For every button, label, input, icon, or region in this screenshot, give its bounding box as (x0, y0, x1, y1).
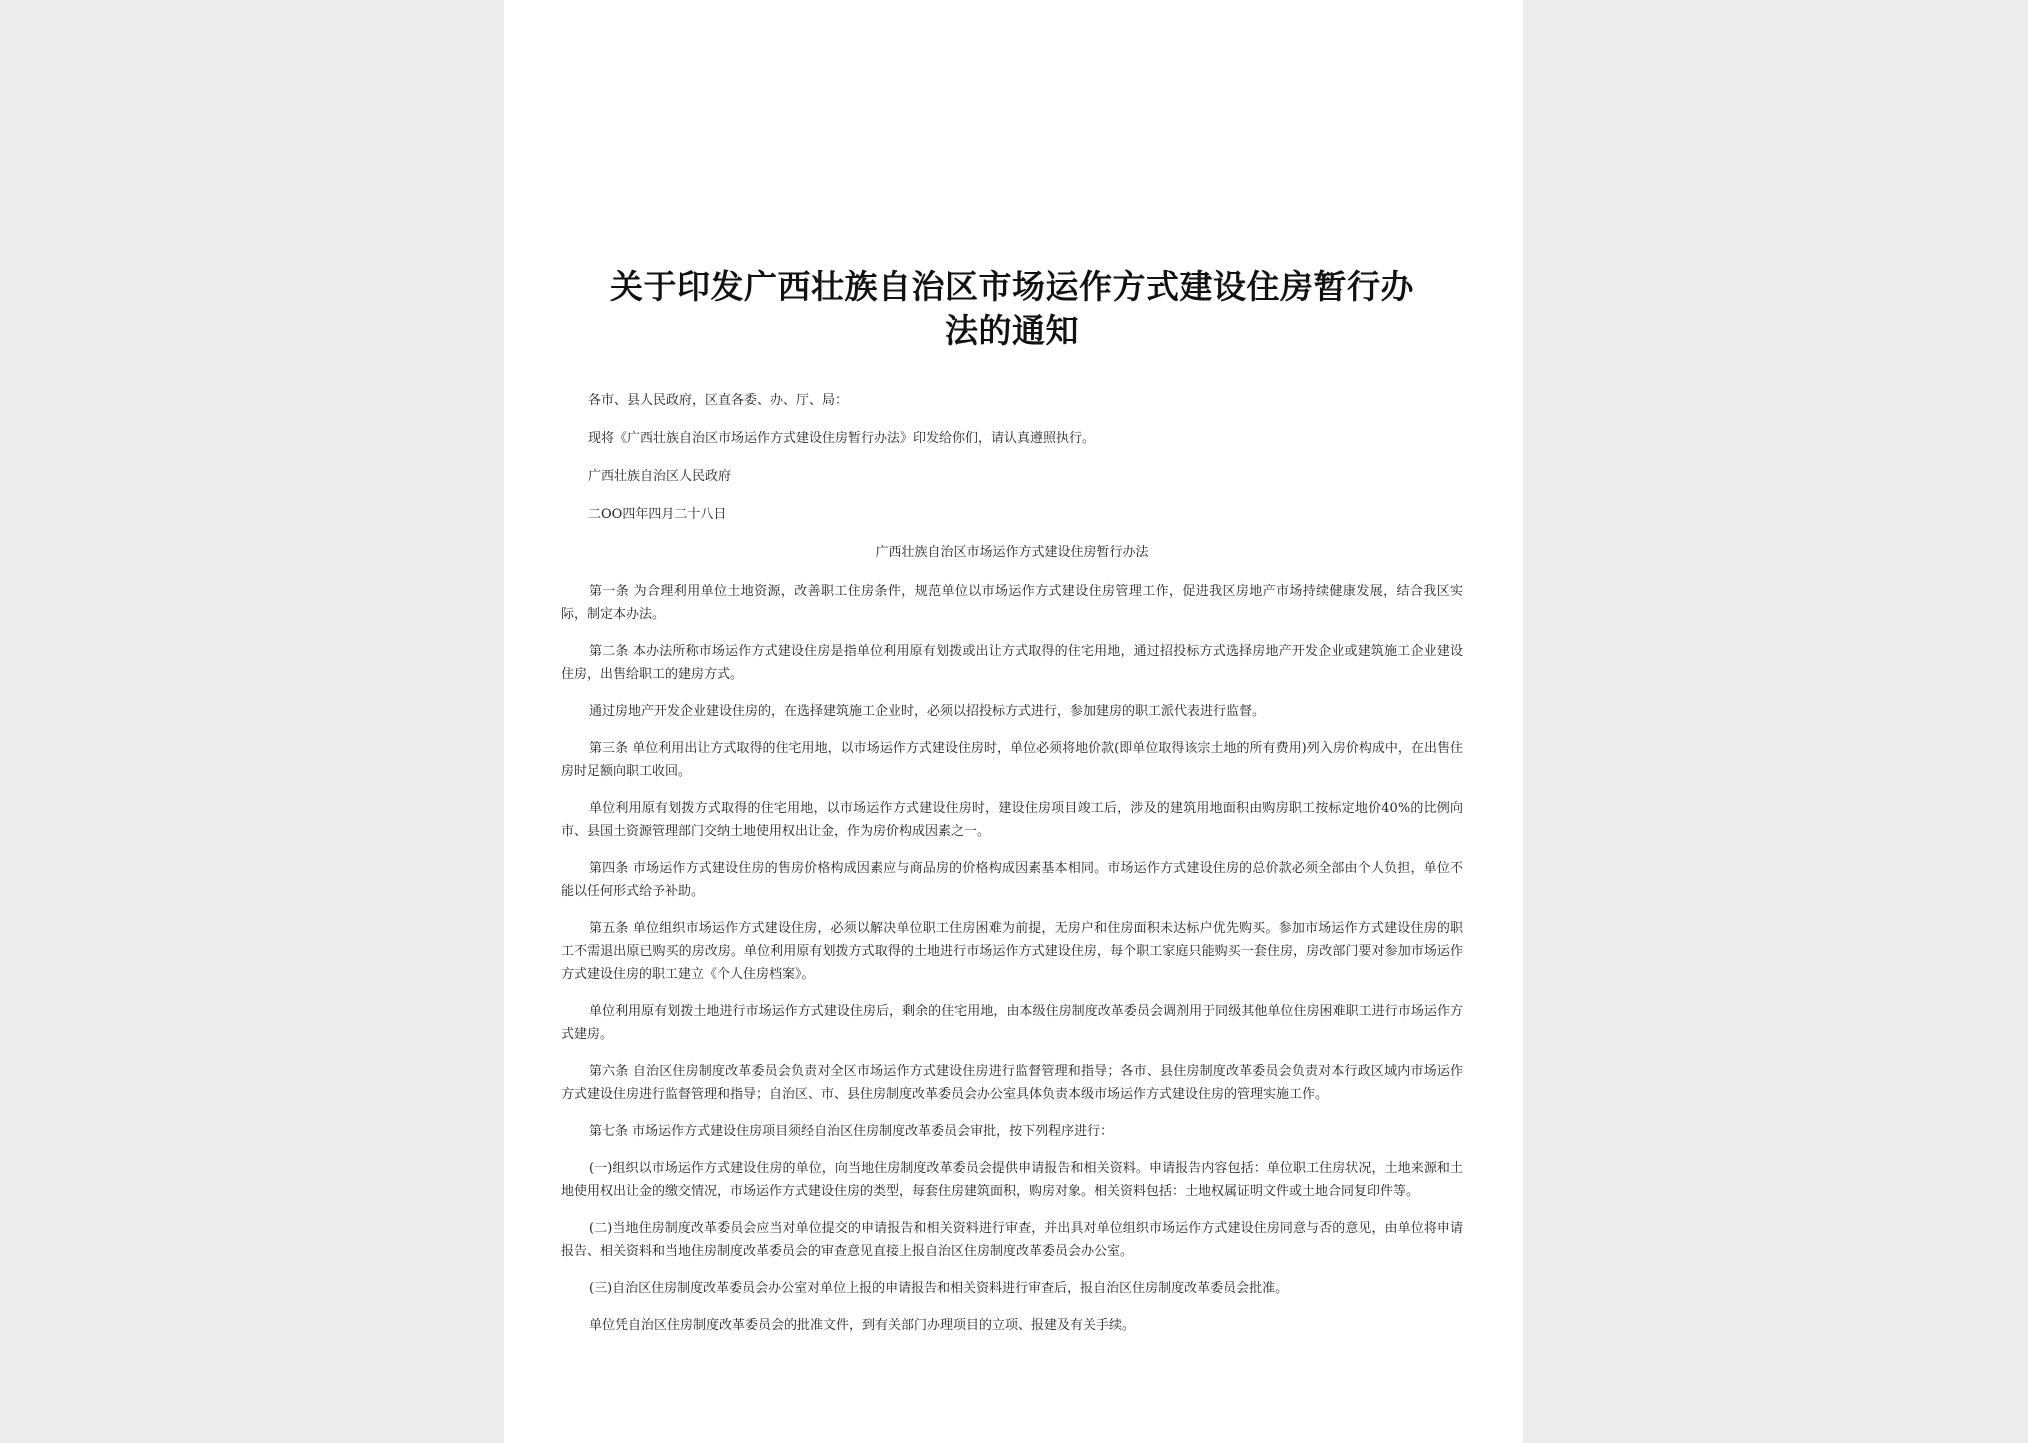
paragraph: 单位利用原有划拨方式取得的住宅用地，以市场运作方式建设住房时，建设住房项目竣工后，涉及的建筑用地面积由购房职工按标定地价40%的比例向市、县国土资源管理部门交纳土地使用权出让金，作为房价构成因素之一。 (561, 801, 1463, 839)
paragraph: 第二条 本办法所称市场运作方式建设住房是指单位利用原有划拨或出让方式取得的住宅用地，通过招投标方式选择房地产开发企业或建筑施工企业建设住房，出售给职工的建房方式。 (561, 644, 1463, 682)
document-page (504, 0, 1523, 1443)
paragraph: (三)自治区住房制度改革委员会办公室对单位上报的申请报告和相关资料进行审查后，报自治区住房制度改革委员会批准。 (589, 1281, 1289, 1296)
document-subtitle: 广西壮族自治区市场运作方式建设住房暂行办法 (875, 545, 1149, 560)
paragraph: 第四条 市场运作方式建设住房的售房价格构成因素应与商品房的价格构成因素基本相同。市场运作方式建设住房的总价款必须全部由个人负担，单位不能以任何形式给予补助。 (561, 861, 1463, 899)
issuer: 广西壮族自治区人民政府 (588, 469, 732, 484)
paragraph: 第三条 单位利用出让方式取得的住宅用地，以市场运作方式建设住房时，单位必须将地价款(即单位取得该宗土地的所有费用)列入房价构成中，在出售住房时足额向职工收回。 (561, 741, 1463, 779)
paragraph: 第一条 为合理利用单位土地资源，改善职工住房条件，规范单位以市场运作方式建设住房管理工作，促进我区房地产市场持续健康发展，结合我区实际，制定本办法。 (561, 584, 1463, 622)
paragraph: 第七条 市场运作方式建设住房项目须经自治区住房制度改革委员会审批，按下列程序进行： (589, 1124, 1114, 1139)
paragraph: 通过房地产开发企业建设住房的，在选择建筑施工企业时，必须以招投标方式进行，参加建房的职工派代表进行监督。 (589, 704, 1266, 719)
addressee: 各市、县人民政府，区直各委、办、厅、局： (588, 393, 849, 408)
paragraph: 单位利用原有划拨土地进行市场运作方式建设住房后，剩余的住宅用地，由本级住房制度改革委员会调剂用于同级其他单位住房困难职工进行市场运作方式建房。 (561, 1004, 1463, 1042)
document-title-line-2: 法的通知 (945, 311, 1079, 350)
document-title-line-1: 关于印发广西壮族自治区市场运作方式建设住房暂行办 (610, 267, 1414, 306)
paragraph: (二)当地住房制度改革委员会应当对单位提交的申请报告和相关资料进行审查，并出具对单位组织市场运作方式建设住房同意与否的意见，由单位将申请报告、相关资料和当地住房制度改革委员会的审查意见直接上报自治区住房制度改革委员会办公室。 (561, 1221, 1463, 1259)
paragraph: 单位凭自治区住房制度改革委员会的批准文件，到有关部门办理项目的立项、报建及有关手续。 (589, 1318, 1136, 1333)
paragraph: 第六条 自治区住房制度改革委员会负责对全区市场运作方式建设住房进行监督管理和指导；各市、县住房制度改革委员会负责对本行政区域内市场运作方式建设住房进行监督管理和指导；自治区、市、县住房制度改革委员会办公室具体负责本级市场运作方式建设住房的管理实施工作。 (561, 1064, 1463, 1102)
document-body (561, 580, 1463, 1337)
paragraph: 第五条 单位组织市场运作方式建设住房，必须以解决单位职工住房困难为前提，无房户和住房面积未达标户优先购买。参加市场运作方式建设住房的职工不需退出原已购买的房改房。单位利用原有划拨方式取得的土地进行市场运作方式建设住房，每个职工家庭只能购买一套住房，房改部门要对参加市场运作方式建设住房的职工建立《个人住房档案》。 (561, 921, 1463, 982)
document-title (561, 265, 1463, 353)
issue-date: 二OO四年四月二十八日 (588, 507, 727, 522)
intro-text: 现将《广西壮族自治区市场运作方式建设住房暂行办法》印发给你们，请认真遵照执行。 (588, 431, 1096, 446)
paragraph: (一)组织以市场运作方式建设住房的单位，向当地住房制度改革委员会提供申请报告和相关资料。申请报告内容包括：单位职工住房状况，土地来源和土地使用权出让金的缴交情况，市场运作方式建设住房的类型，每套住房建筑面积，购房对象。相关资料包括：土地权属证明文件或土地合同复印件等。 (561, 1161, 1463, 1199)
